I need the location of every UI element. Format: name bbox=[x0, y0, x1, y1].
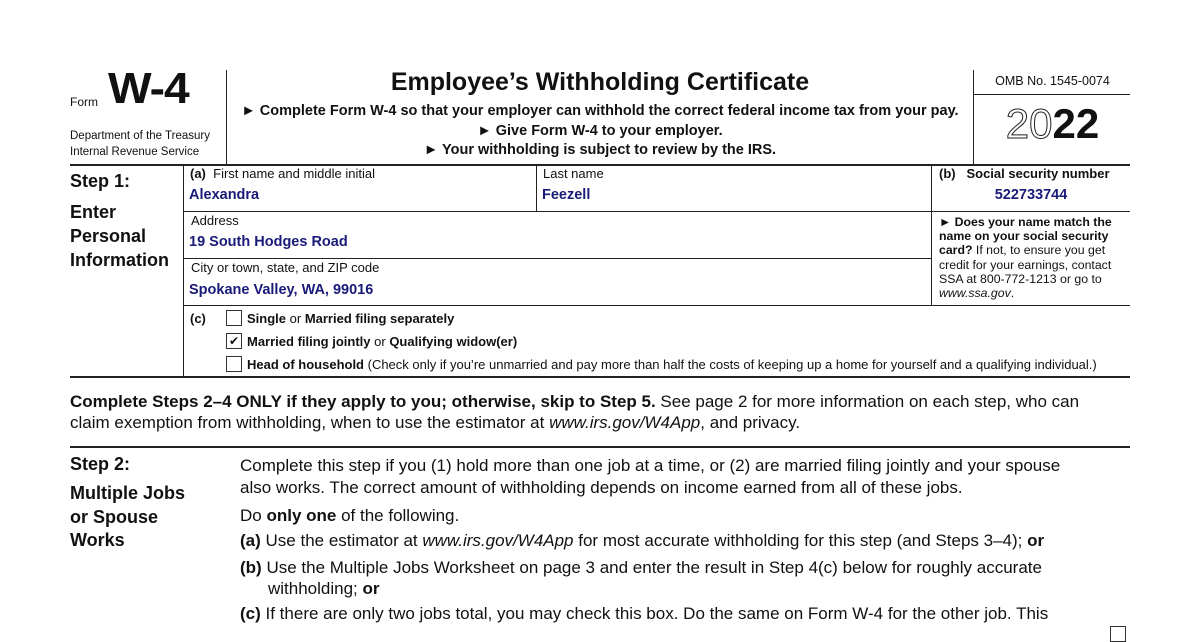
step2-intro bbox=[240, 455, 1060, 499]
opt-text: or bbox=[286, 311, 305, 326]
last-name-input[interactable]: Feezell bbox=[542, 187, 591, 203]
intro-line: also works. The correct amount of withholding depends on income earned from all of these jobs. bbox=[240, 478, 963, 497]
divider bbox=[184, 258, 931, 259]
checkbox-single[interactable] bbox=[226, 310, 242, 326]
opt-bold: Qualifying widow(er) bbox=[389, 334, 518, 349]
tax-year-outline: 20 bbox=[1005, 100, 1053, 147]
estimator-link[interactable]: www.irs.gov/W4App bbox=[422, 531, 574, 550]
ssn-tag: (b) bbox=[939, 166, 956, 181]
checkbox-married-jointly[interactable]: ✔ bbox=[226, 333, 242, 349]
divider bbox=[973, 70, 974, 165]
name-match-note bbox=[939, 215, 1134, 300]
text: Do bbox=[240, 506, 267, 525]
text-bold: or bbox=[362, 579, 380, 598]
divider bbox=[974, 94, 1130, 95]
first-name-tag: (a) bbox=[190, 166, 206, 181]
ssa-link[interactable]: www.ssa.gov bbox=[939, 286, 1011, 301]
divider bbox=[184, 211, 1130, 212]
step2-subheading-line: or Spouse bbox=[70, 506, 159, 527]
first-name-label-text: First name and middle initial bbox=[213, 166, 375, 181]
notice-text: See page 2 for more information on each step, who can bbox=[655, 392, 1080, 411]
checkbox-head-of-household[interactable] bbox=[226, 356, 242, 372]
form-label: Form bbox=[70, 95, 98, 109]
step2-heading: Step 2: bbox=[70, 454, 131, 474]
step1-subheading-line: Enter bbox=[70, 202, 117, 222]
opt-text: or bbox=[370, 334, 390, 349]
form-title: Employee’s Withholding Certificate bbox=[390, 68, 810, 96]
note-line bbox=[939, 243, 1134, 257]
ssn-input[interactable]: 522733744 bbox=[994, 187, 1068, 203]
notice-text: , and privacy. bbox=[700, 413, 801, 432]
divider bbox=[226, 70, 227, 165]
checkbox-two-jobs[interactable] bbox=[1110, 626, 1126, 642]
notice-line bbox=[70, 391, 1135, 412]
text-bold: or bbox=[1027, 531, 1045, 550]
opt-bold: Married filing jointly bbox=[247, 334, 371, 349]
ssn-label-text: Social security number bbox=[966, 166, 1110, 181]
opt-bold: Married filing separately bbox=[304, 311, 455, 326]
divider bbox=[70, 376, 1130, 378]
step1-subheading-line: Information bbox=[70, 250, 169, 270]
text: Use the estimator at bbox=[265, 531, 423, 550]
step1-heading: Step 1: bbox=[70, 171, 131, 191]
steps-notice bbox=[70, 391, 1135, 433]
option-tag: (c) bbox=[240, 604, 261, 623]
opt-bold: Single bbox=[247, 311, 287, 326]
option-a bbox=[240, 531, 1044, 551]
filing-option-label bbox=[247, 311, 454, 326]
text: If there are only two jobs total, you may check this box. Do the same on Form W-4 for the other job. This bbox=[265, 604, 1049, 623]
option-c bbox=[240, 604, 1048, 624]
last-name-label: Last name bbox=[543, 166, 604, 181]
first-name-input[interactable]: Alexandra bbox=[189, 187, 260, 203]
step2-subheading-line: Multiple Jobs bbox=[70, 483, 186, 503]
city-label: City or town, state, and ZIP code bbox=[191, 260, 380, 275]
notice-line bbox=[70, 412, 1135, 433]
note-line: ► Does your name match the bbox=[939, 215, 1112, 229]
note-line: name on your social security bbox=[939, 229, 1109, 244]
step2-subheading bbox=[70, 482, 185, 553]
step1-subheading bbox=[70, 200, 169, 272]
filing-option-label bbox=[247, 334, 517, 349]
text: of the following. bbox=[336, 506, 460, 525]
text: Use the Multiple Jobs Worksheet on page 3 and enter the result in Step 4(c) below for roughly accurate bbox=[266, 558, 1042, 577]
text: withholding; bbox=[268, 579, 363, 598]
divider bbox=[184, 305, 1130, 306]
step2-subheading-line: Works bbox=[70, 530, 125, 550]
step1-subheading-line: Personal bbox=[70, 226, 147, 246]
option-tag: (b) bbox=[240, 558, 262, 577]
ssn-label bbox=[939, 166, 1110, 181]
notice-text: claim exemption from withholding, when to use the estimator at bbox=[70, 413, 550, 432]
note-text: If not, to ensure you get bbox=[972, 243, 1106, 258]
instruction-review: ► Your withholding is subject to review by the IRS. bbox=[423, 142, 777, 158]
form-number: W-4 bbox=[108, 64, 189, 113]
text: for most accurate withholding for this step (and Steps 3–4); bbox=[573, 531, 1028, 550]
do-only-one bbox=[240, 506, 459, 526]
note-text: . bbox=[1010, 286, 1015, 301]
filing-option-label bbox=[247, 357, 1097, 372]
divider bbox=[70, 446, 1130, 448]
note-line: SSA at 800-772-1213 or go to bbox=[939, 271, 1102, 286]
option-b bbox=[240, 557, 1042, 599]
instruction-give: ► Give Form W-4 to your employer. bbox=[477, 123, 723, 139]
note-line bbox=[939, 286, 1134, 300]
instruction-complete: ► Complete Form W-4 so that your employer can withhold the correct federal income tax from your pay. bbox=[241, 103, 959, 119]
option-tag: (a) bbox=[240, 531, 261, 550]
filing-status-tag: (c) bbox=[190, 311, 206, 326]
first-name-label bbox=[190, 166, 375, 181]
dept-treasury: Department of the Treasury bbox=[70, 130, 210, 142]
note-line: credit for your earnings, contact bbox=[939, 257, 1112, 272]
text-bold: only one bbox=[266, 506, 337, 525]
irs-label: Internal Revenue Service bbox=[70, 146, 200, 158]
intro-line: Complete this step if you (1) hold more than one job at a time, or (2) are married filing jointly and your spouse bbox=[240, 456, 1061, 475]
address-label: Address bbox=[191, 213, 239, 228]
opt-bold: Head of household bbox=[247, 357, 364, 372]
opt-text: (Check only if you’re unmarried and pay more than half the costs of keeping up a home for yourself and a qualifying individual.) bbox=[364, 357, 1097, 372]
tax-year bbox=[975, 100, 1130, 148]
city-input[interactable]: Spokane Valley, WA, 99016 bbox=[189, 282, 374, 298]
notice-bold: Complete Steps 2–4 ONLY if they apply to you; otherwise, skip to Step 5. bbox=[70, 392, 656, 411]
estimator-link[interactable]: www.irs.gov/W4App bbox=[549, 413, 701, 432]
note-bold: card? bbox=[939, 243, 973, 258]
address-input[interactable]: 19 South Hodges Road bbox=[189, 234, 348, 250]
omb-number: OMB No. 1545-0074 bbox=[995, 74, 1110, 88]
tax-year-bold: 22 bbox=[1052, 100, 1100, 147]
